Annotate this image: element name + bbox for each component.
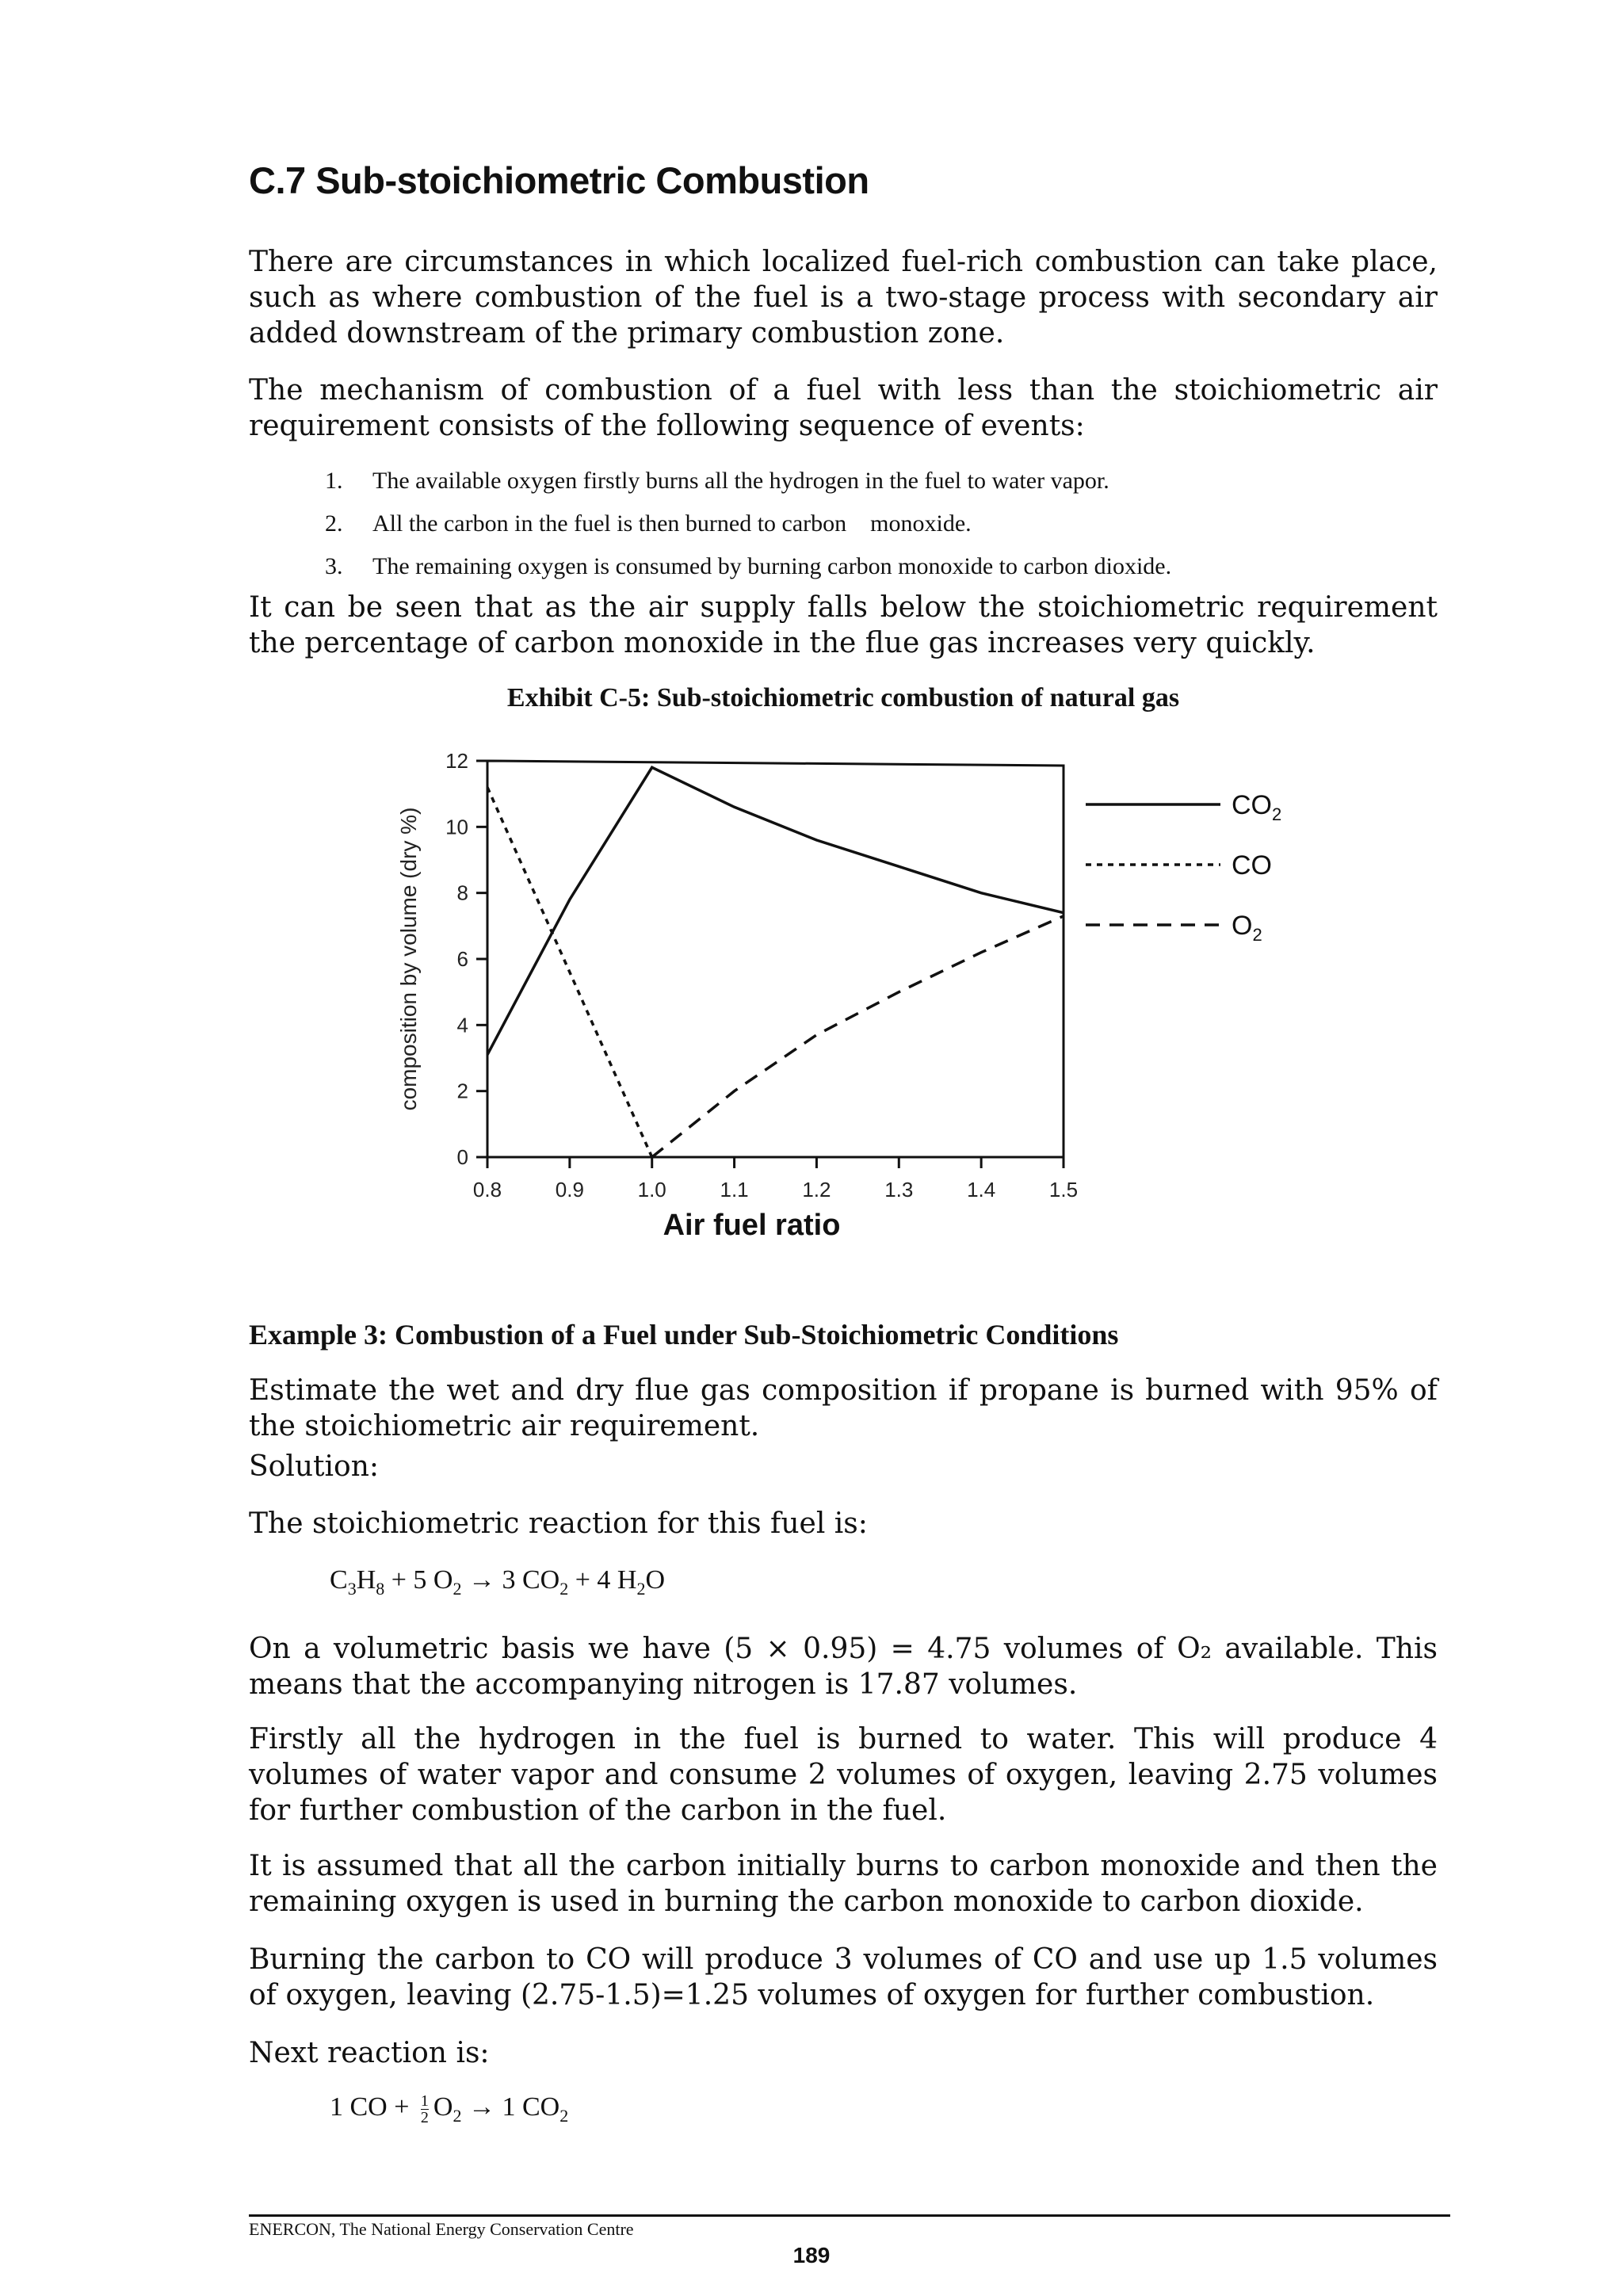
- x-axis-label: Air fuel ratio: [663, 1209, 841, 1242]
- y-tick-label: 2: [456, 1079, 468, 1103]
- example-title: Example 3: Combustion of a Fuel under Sub-Stoichiometric Conditions: [249, 1319, 1119, 1350]
- y-tick-label: 0: [456, 1145, 468, 1169]
- y-axis-label: composition by volume (dry %): [396, 807, 421, 1111]
- legend-label-co: CO: [1232, 850, 1272, 881]
- legend-label-co2: $CO_2$: [1232, 790, 1282, 824]
- x-tick-label: 1.3: [884, 1178, 914, 1201]
- eq-subscript: 8: [376, 1578, 385, 1599]
- x-tick-label: 1.5: [1048, 1178, 1079, 1201]
- eq-subscript: 2: [453, 2105, 462, 2126]
- carbon-paragraph: Burning the carbon to CO will produce 3 volumes of CO and use up 1.5 volumes of oxygen, leaving (2.75-1.5)=1.25 volumes of oxygen for further combustion.: [249, 1943, 1438, 2011]
- list-item: [325, 460, 1434, 502]
- series-line-co: [487, 787, 652, 1157]
- hydrogen-paragraph: Firstly all the hydrogen in the fuel is burned to water. This will produce 4 volumes of water vapor and consume 2 volumes of oxygen, leaving 2.75 volumes for further combustion of the carbon in the fuel.: [249, 1723, 1438, 1827]
- y-tick-label: 4: [456, 1013, 468, 1037]
- y-tick-label: 6: [456, 947, 468, 971]
- next-reaction-label: Next reaction is:: [249, 2037, 490, 2069]
- eq-subscript: 2: [559, 2105, 569, 2126]
- volumetric-paragraph: On a volumetric basis we have (5 × 0.95) = 4.75 volumes of O₂ available. This means that the accompanying nitrogen is 17.87 volumes.: [249, 1633, 1438, 1701]
- x-tick-label: 0.8: [472, 1178, 502, 1201]
- footer-organization: ENERCON, The National Energy Conservation Centre: [249, 2219, 634, 2239]
- eq-subscript: 2: [636, 1578, 646, 1599]
- equation-co-oxidation: [330, 2092, 568, 2126]
- assumption-paragraph: It is assumed that all the carbon initially burns to carbon monoxide and then the remaining oxygen is used in burning the carbon monoxide to carbon dioxide.: [249, 1850, 1438, 1918]
- stoich-intro: The stoichiometric reaction for this fuel is:: [249, 1507, 868, 1540]
- equation-stoichiometric: [330, 1565, 665, 1599]
- combustion-chart: [380, 729, 1331, 1244]
- x-tick-label: 1.0: [637, 1178, 666, 1201]
- eq-term: H: [356, 1565, 376, 1595]
- list-item-text: The remaining oxygen is consumed by burning carbon monoxide to carbon dioxide.: [372, 553, 1172, 579]
- list-item: [325, 502, 1434, 545]
- intro-paragraph: There are circumstances in which localized fuel-rich combustion can take place, such as where combustion of the fuel is a two-stage process with secondary air added downstream of the primary combustion zone.: [249, 246, 1438, 350]
- eq-term: + 5 O: [384, 1565, 453, 1595]
- list-item-text: The available oxygen firstly burns all the hydrogen in the fuel to water vapor.: [372, 468, 1109, 494]
- eq-subscript: 2: [453, 1578, 462, 1599]
- eq-subscript: 2: [559, 1578, 569, 1599]
- page-number: 189: [792, 2243, 831, 2267]
- example-task: Estimate the wet and dry flue gas composition if propane is burned with 95% of the stoichiometric air requirement.: [249, 1374, 1438, 1442]
- series-line-co2: [487, 767, 1064, 1055]
- exhibit-caption: Exhibit C-5: Sub-stoichiometric combustion of natural gas: [506, 683, 1180, 712]
- x-tick-label: 0.9: [555, 1178, 584, 1201]
- eq-term: C: [330, 1565, 348, 1595]
- eq-term: 1 CO +: [330, 2092, 416, 2122]
- one-half-fraction: [421, 2093, 429, 2126]
- fraction-numerator: 1: [420, 2092, 429, 2110]
- y-tick-label: 12: [445, 749, 468, 773]
- x-tick-label: 1.1: [720, 1178, 749, 1201]
- eq-term: + 4 H: [568, 1565, 637, 1595]
- plot-frame: [487, 761, 1064, 1157]
- eq-term: → 1 CO: [461, 2092, 560, 2122]
- x-tick-label: 1.4: [967, 1178, 996, 1201]
- eq-term: O: [433, 2092, 453, 2122]
- eq-subscript: 3: [347, 1578, 357, 1599]
- list-item-number: 3.: [325, 553, 343, 579]
- eq-term: O: [645, 1565, 666, 1595]
- events-list: [325, 460, 1434, 588]
- legend-subscript: 2: [1252, 925, 1262, 945]
- section-heading: C.7 Sub-stoichiometric Combustion: [249, 159, 869, 201]
- footer-divider: [249, 2214, 1450, 2217]
- series-line-o2: [652, 916, 1064, 1157]
- legend-label-o2: $O_2$: [1232, 911, 1262, 945]
- eq-term: → 3 CO: [461, 1565, 560, 1595]
- conclusion-paragraph: It can be seen that as the air supply falls below the stoichiometric requirement the percentage of carbon monoxide in the flue gas increases very quickly.: [249, 591, 1438, 659]
- list-item-number: 2.: [325, 510, 343, 537]
- list-item: [325, 545, 1434, 588]
- solution-label: Solution:: [249, 1450, 380, 1483]
- fraction-denominator: 2: [420, 2108, 429, 2126]
- y-tick-label: 8: [456, 881, 468, 905]
- list-item-text: All the carbon in the fuel is then burned to carbon monoxide.: [372, 510, 972, 537]
- list-item-number: 1.: [325, 468, 343, 494]
- mechanism-paragraph: The mechanism of combustion of a fuel with less than the stoichiometric air requirement consists of the following sequence of events:: [249, 374, 1438, 442]
- y-tick-label: 10: [445, 815, 468, 839]
- legend-subscript: 2: [1272, 804, 1282, 824]
- x-tick-label: 1.2: [802, 1178, 831, 1201]
